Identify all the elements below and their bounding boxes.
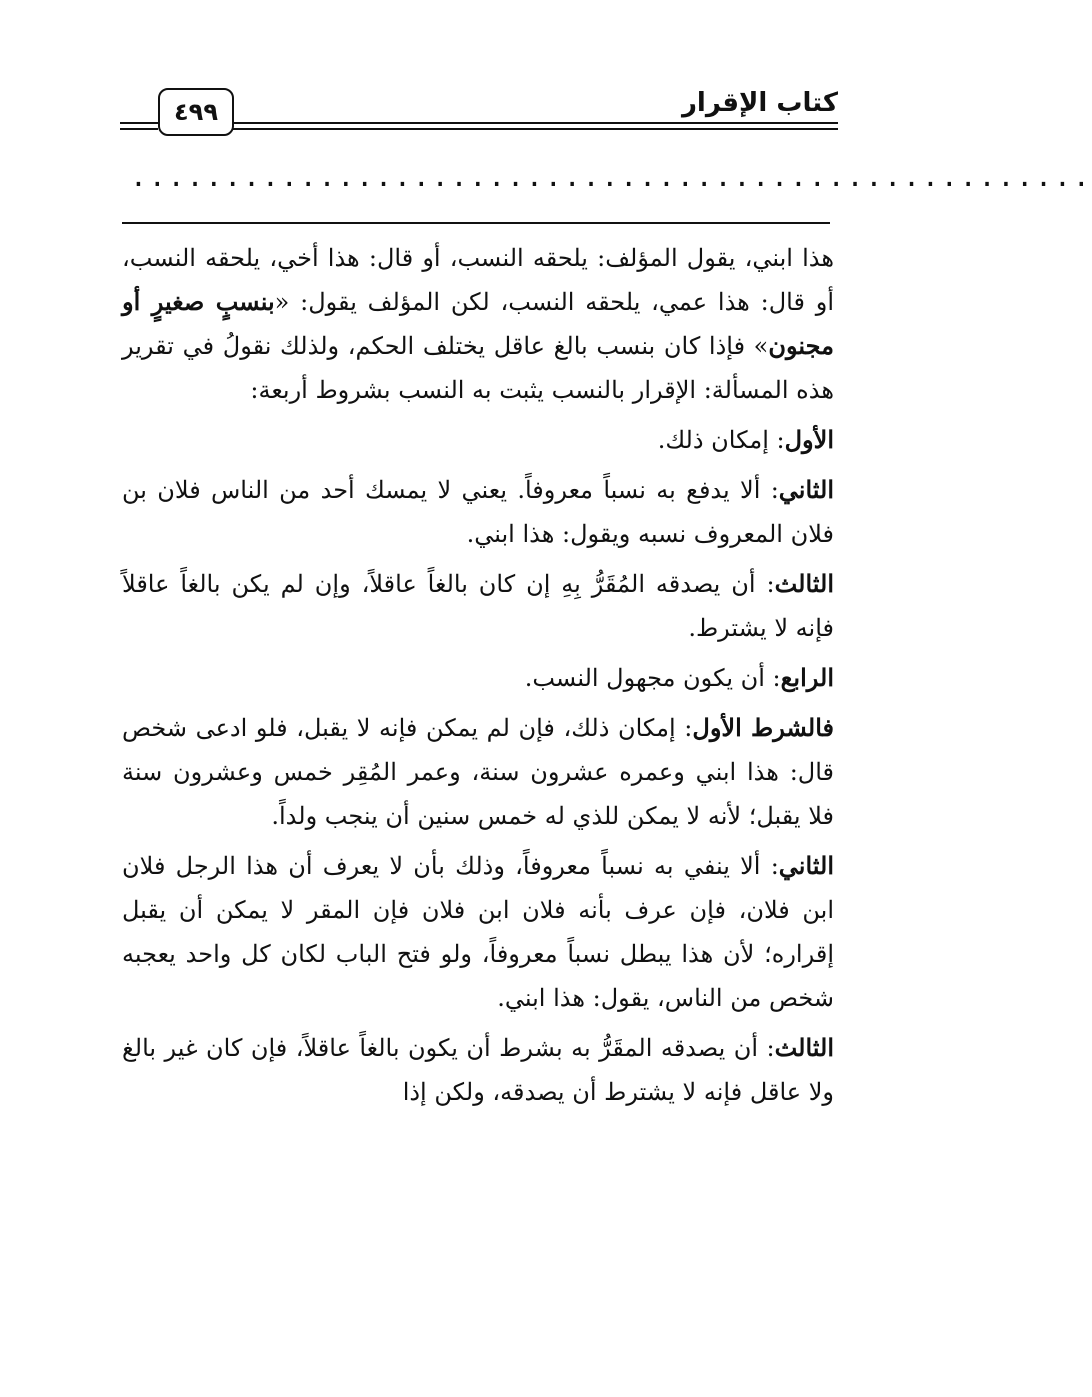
paragraph-text: : أن يصدقه المقَرُّ به بشرط أن يكون بالغاً عاقلاً، فإن كان غير بالغ ولا عاقل فإنه لا يشترط أن يصدقه، ولكن إذا [122,1034,834,1106]
paragraph-text: » فإذا كان بنسب بالغ عاقل يختلف الحكم، ولذلك نقولُ في تقرير هذه المسألة: الإقرار بالنسب يثبت به النسب بشروط أربعة: [122,332,834,404]
paragraph-text: : ألا ينفي به نسباً معروفاً، وذلك بأن لا يعرف أن هذا الرجل فلان ابن فلان، فإن عرف بأنه فلان ابن فلان فإن المقر لا يمكن أن يقبل إقراره؛ لأن هذا يبطل نسباً معروفاً، ولو فتح الباب لكان كل واحد يعجبه شخص من الناس، يقول: هذا ابني. [122,852,834,1012]
separator-line [122,222,830,224]
condition-label: الثاني [778,475,834,504]
paragraph [122,562,834,650]
quoted-text: بنسبٍ صغيرٍ أو مجنون [122,287,834,360]
paragraph-text: : إمكان ذلك. [657,426,785,454]
header-rule-top [120,122,158,124]
paragraph [122,418,834,462]
paragraph [122,1026,834,1114]
paragraph-text: : ألا يدفع به نسباً معروفاً. يعني لا يمسك أحد من الناس فلان بن فلان المعروف نسبه ويقول: هذا ابني. [122,476,834,548]
header-rule-top-right [232,122,838,124]
paragraph-text: : إمكان ذلك، فإن لم يمكن فإنه لا يقبل، فلو ادعى شخص قال: هذا ابني وعمره عشرون سنة، وعمر المُقِر خمس وعشرون سنة فلا يقبل؛ لأنه لا يمكن للذي له خمس سنين أن ينجب ولداً. [122,714,834,830]
paragraph-text: : أن يكون مجهول النسب. [524,664,781,692]
condition-label: الرابع [780,663,834,692]
condition-label: الأول [784,425,834,454]
paragraph [122,706,834,838]
paragraph [122,844,834,1020]
condition-label: الثالث [774,569,834,598]
page-number: ٤٩٩ [158,88,234,136]
paragraph [122,656,834,700]
footnote-dots: ................................................... [130,160,1092,193]
page-header [120,78,838,158]
main-text [122,236,834,1120]
book-title: كتاب الإقرار [681,88,838,118]
paragraph [122,236,834,412]
condition-label: فالشرط الأول [692,713,835,742]
header-rule-bottom-right [232,128,838,130]
condition-label: الثالث [774,1033,834,1062]
condition-label: الثاني [778,851,834,880]
paragraph-text: : أن يصدقه المُقَرُّ بِهِ إن كان بالغاً عاقلاً، وإن لم يكن بالغاً عاقلاً فإنه لا يشترط. [122,570,834,642]
header-rule-bottom [120,128,158,130]
paragraph [122,468,834,556]
paragraph-text: هذا ابني، يقول المؤلف: يلحقه النسب، أو قال: هذا أخي، يلحقه النسب، أو قال: هذا عمي، يلحقه النسب، لكن المؤلف يقول: « [122,244,835,316]
